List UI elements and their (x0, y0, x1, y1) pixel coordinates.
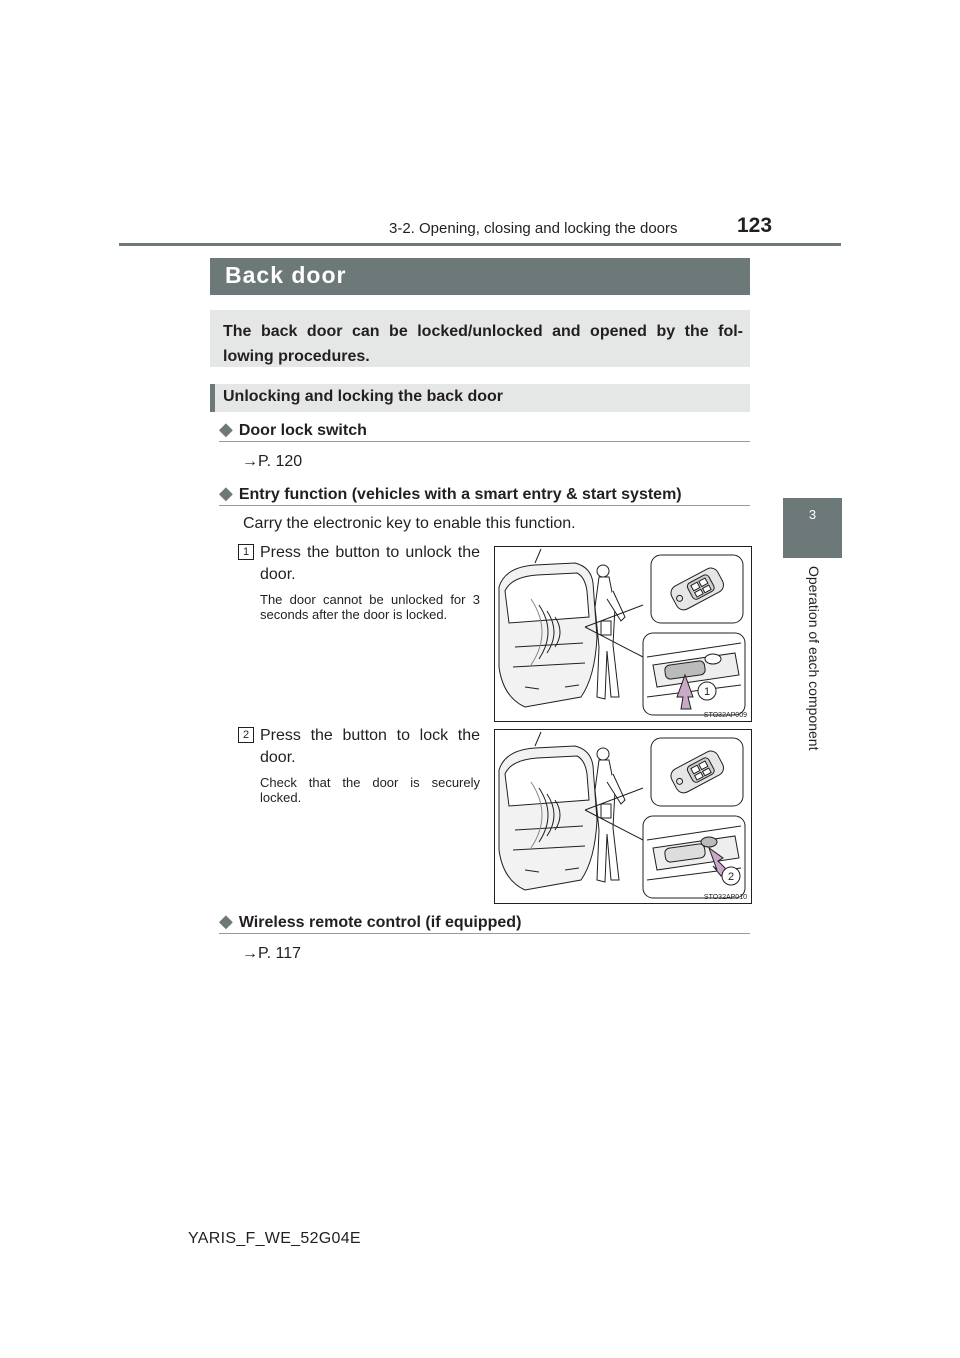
page-title: Back door (225, 262, 347, 288)
intro-text: The back door can be locked/unlocked and opened by the fol-lowing procedures. (223, 323, 743, 365)
chapter-side-label (799, 566, 825, 766)
section-rule (219, 441, 750, 442)
diamond-icon: ◆ (219, 419, 233, 439)
section-heading-text: Door lock switch (238, 422, 367, 439)
figure-lock-illustration (494, 729, 752, 904)
figure-callout-number: 2 (727, 871, 735, 883)
section-heading-door-lock-switch (219, 419, 367, 440)
running-header-section: 3-2. Opening, closing and locking the doors (389, 220, 678, 237)
page-number: 123 (737, 214, 773, 237)
chapter-title: Operation of each component (806, 566, 822, 751)
step-note: Check that the door is securely locked. (260, 775, 480, 805)
subheading-text: Unlocking and locking the back door (223, 388, 504, 405)
subheading-bar (210, 384, 750, 412)
diamond-icon: ◆ (219, 483, 233, 503)
figure-id: STO32AP009 (703, 712, 747, 719)
section-heading-text: Entry function (vehicles with a smart entry & start system) (238, 486, 682, 503)
step-number-badge: 1 (238, 544, 254, 560)
document-code-footer: YARIS_F_WE_52G04E (188, 1230, 361, 1247)
figure-callout-number: 1 (703, 686, 711, 698)
chapter-number: 3 (808, 507, 817, 522)
step-number-badge: 2 (238, 727, 254, 743)
step-text: Press the button to lock the door. (260, 727, 480, 766)
section-heading-entry-function (219, 483, 682, 504)
section-body-text: Carry the electronic key to enable this function. (243, 515, 576, 532)
page-reference-link[interactable]: →P. 117 (242, 945, 302, 962)
step-text: Press the button to unlock the door. (260, 544, 480, 583)
section-heading-wireless-remote (219, 911, 521, 932)
car-back-door-illustration (495, 547, 751, 721)
chapter-tab (783, 498, 842, 558)
header-rule (119, 243, 841, 246)
page-title-bar (210, 258, 750, 295)
section-rule (219, 505, 750, 506)
figure-id: STO32AP010 (703, 894, 747, 901)
section-heading-text: Wireless remote control (if equipped) (238, 914, 522, 931)
car-back-door-illustration (495, 730, 751, 903)
subheading-marker (210, 384, 215, 412)
page-reference-link[interactable]: →P. 120 (242, 453, 303, 470)
step-note: The door cannot be unlocked for 3 seconds after the door is locked. (260, 592, 480, 622)
figure-unlock-illustration (494, 546, 752, 722)
section-rule (219, 933, 750, 934)
intro-box (210, 310, 750, 367)
diamond-icon: ◆ (219, 911, 233, 931)
